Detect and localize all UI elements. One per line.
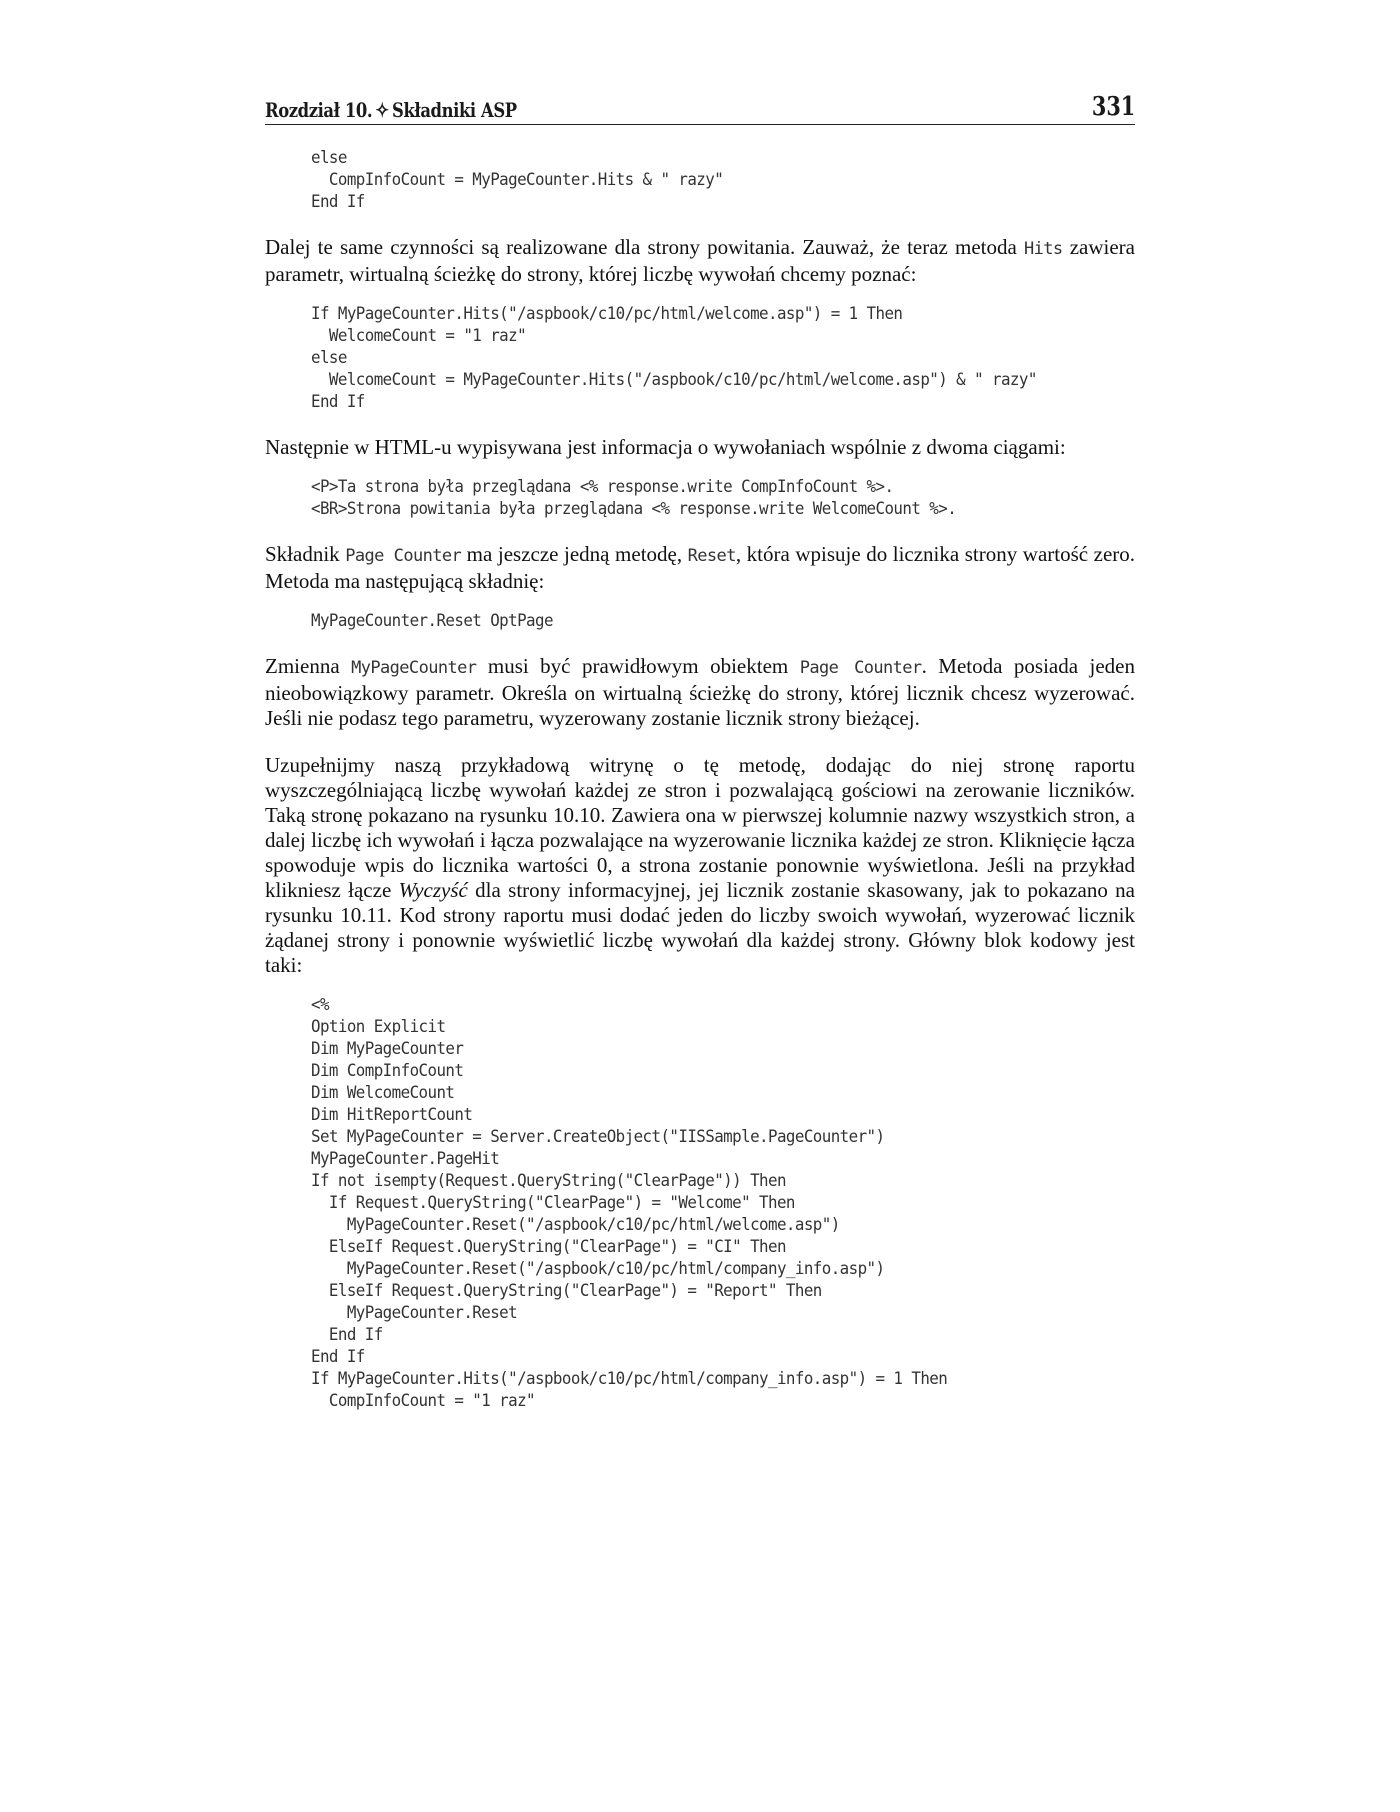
paragraph-report: Uzupełnijmy naszą przykładową witrynę o tę metodę, dodając do niej stronę raportu wyszczególniającą liczbę wywołań każdej ze stron i pozwalającą gościowi na zerowanie liczników. Taką stronę pokazano na rysunku 10.10. Zawiera ona w pierwszej kolumnie nazwy wszystkich stron, a dalej liczbę ich wywołań i łącza pozwalające na wyzerowanie licznika każdej ze stron. Kliknięcie łącza spowoduje wpis do licznika wartości 0, a strona zostanie ponownie wyświetlona. Jeśli na przykład klikniesz łącze Wyczyść dla strony informacyjnej, jej licznik zostanie skasowany, jak to pokazano na rysunku 10.11. Kod strony raportu musi dodać jeden do liczby swoich wywołań, wyzerować licznik żądanej strony i ponownie wyświetlić liczbę wywołań dla każdej strony. Główny blok kodowy jest taki:	[265, 753, 1135, 977]
page-number: 331	[1091, 92, 1135, 122]
inline-code: MyPageCounter	[351, 658, 477, 678]
paragraph-variable: Zmienna MyPageCounter musi być prawidłowym obiektem Page Counter. Metoda posiada jeden nieobowiązkowy parametr. Określa on wirtualną ścieżkę do strony, której licznik chcesz wyzerować. Jeśli nie podasz tego parametru, wyzerowany zostanie licznik strony bieżącej.	[265, 654, 1136, 730]
book-page	[265, 92, 1135, 1412]
paragraph-html: Następnie w HTML-u wypisywana jest informacja o wywołaniach wspólnie z dwoma ciągami:	[265, 435, 1066, 459]
code-block-main: <% Option Explicit Dim MyPageCounter Dim CompInfoCount Dim WelcomeCount Dim HitReportCount Set MyPageCounter = Server.CreateObject("IISSample.PageCounter") MyPageCounter.PageHit If not isempty(Request.QueryString("ClearPage")) Then If Request.QueryString("ClearPage") = "Welcome" Then MyPageCounter.Reset("/aspbook/c10/pc/html/welcome.asp") ElseIf Request.QueryString("ClearPage") = "CI" Then MyPageCounter.Reset("/aspbook/c10/pc/html/company_info.asp") ElseIf Request.QueryString("ClearPage") = "Report" Then MyPageCounter.Reset End If End If If MyPageCounter.Hits("/aspbook/c10/pc/html/company_info.asp") = 1 Then CompInfoCount = "1 raz"	[311, 995, 948, 1410]
diamond-icon: ✧	[375, 98, 389, 122]
inline-code: Page Counter	[345, 546, 462, 566]
paragraph-hits: Dalej te same czynności są realizowane dla strony powitania. Zauważ, że teraz metoda Hits zawiera parametr, wirtualną ścieżkę do strony, której liczbę wywołań chcemy poznać:	[265, 235, 1135, 286]
code-block-else: else CompInfoCount = MyPageCounter.Hits & " razy" End If	[311, 148, 724, 211]
code-block-syntax: MyPageCounter.Reset OptPage	[311, 611, 553, 630]
paragraph-reset: Składnik Page Counter ma jeszcze jedną metodę, Reset, która wpisuje do licznika strony wartość zero. Metoda ma następującą składnię:	[265, 542, 1136, 593]
running-header	[265, 92, 1135, 125]
inline-code: Hits	[1024, 239, 1063, 259]
inline-code: Page Counter	[799, 658, 922, 678]
chapter-title: Rozdział 10. ✧ Składniki ASP	[265, 98, 517, 122]
emphasis-wyczysc: Wyczyść	[398, 878, 468, 902]
code-block-response: <P>Ta strona była przeglądana <% response.write CompInfoCount %>. <BR>Strona powitania była przeglądana <% response.write WelcomeCount %>.	[311, 477, 957, 518]
inline-code: Reset	[687, 546, 736, 566]
code-block-welcome: If MyPageCounter.Hits("/aspbook/c10/pc/html/welcome.asp") = 1 Then WelcomeCount = "1 raz" else WelcomeCount = MyPageCounter.Hits("/aspbook/c10/pc/html/welcome.asp") & " razy" End If	[311, 304, 1037, 411]
